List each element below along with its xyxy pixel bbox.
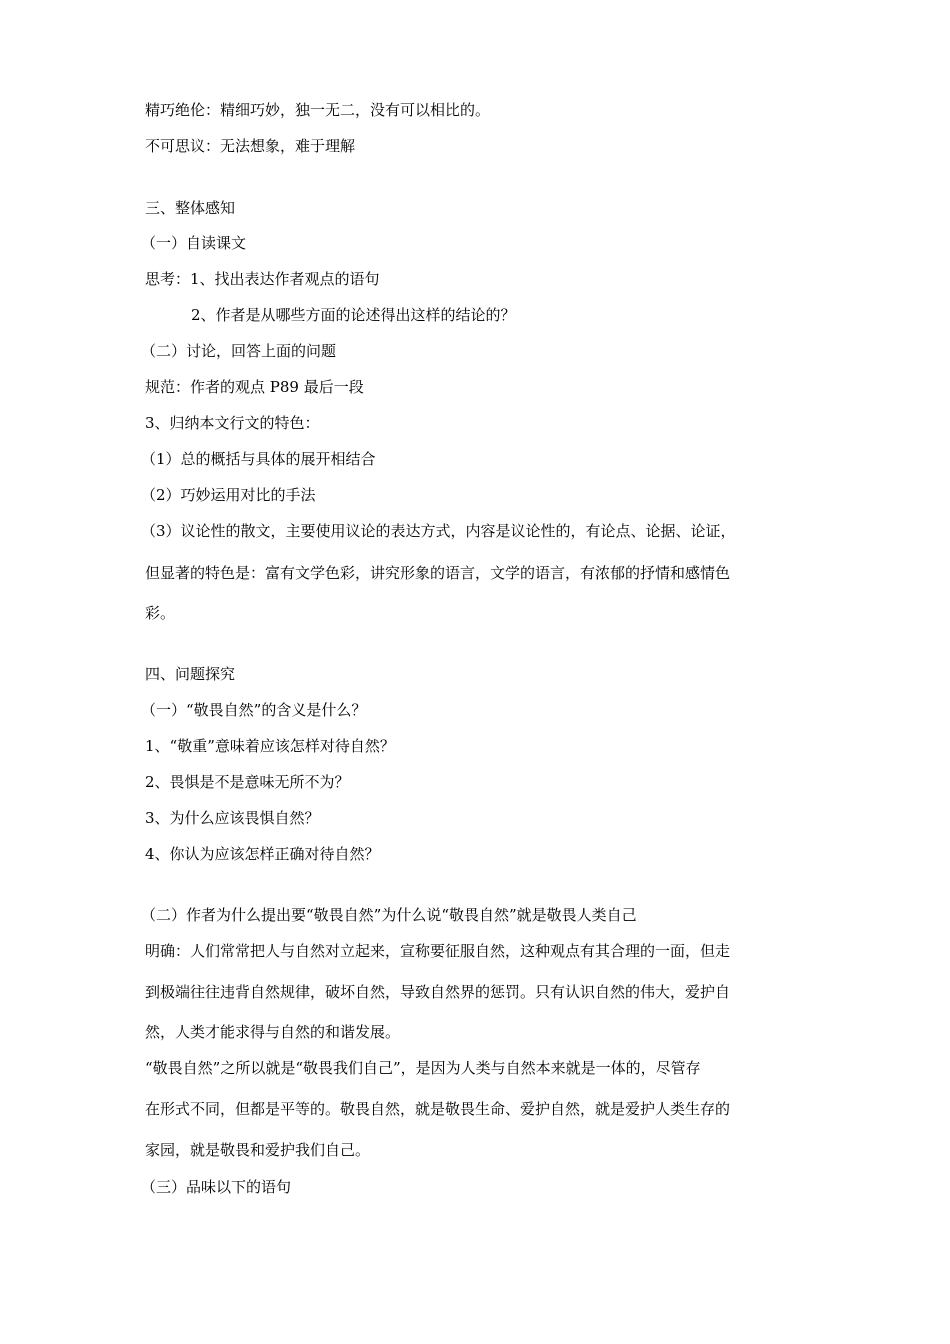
- subheading: （三）品味以下的语句: [141, 1178, 292, 1196]
- paragraph-line: 然，人类才能求得与自然的和谐发展。: [145, 1023, 401, 1041]
- list-item: （1）总的概括与具体的展开相结合: [141, 450, 376, 468]
- paragraph-line: 到极端往往违背自然规律，破坏自然，导致自然界的惩罚。只有认识自然的伟大，爱护自: [145, 983, 731, 1001]
- subheading: （二）作者为什么提出要“敬畏自然”为什么说“敬畏自然”就是敬畏人类自己: [141, 906, 637, 924]
- paragraph-line: 明确：人们常常把人与自然对立起来，宣称要征服自然，这种观点有其合理的一面，但走: [145, 942, 731, 960]
- paragraph-line: 规范：作者的观点 P89 最后一段: [145, 378, 364, 396]
- paragraph-line: “敬畏自然”之所以就是“敬畏我们自己”，是因为人类与自然本来就是一体的，尽管存: [145, 1059, 701, 1077]
- vocab-line: 精巧绝伦：精细巧妙，独一无二，没有可以相比的。: [145, 101, 491, 119]
- list-item: （2）巧妙运用对比的手法: [141, 486, 316, 504]
- question-line: 2、作者是从哪些方面的论述得出这样的结论的？: [191, 306, 516, 324]
- section-heading: 三、整体感知: [145, 199, 236, 217]
- subheading: （二）讨论，回答上面的问题: [141, 342, 337, 360]
- paragraph-line: 彩。: [145, 604, 176, 622]
- question-line: 思考：1、找出表达作者观点的语句: [145, 270, 380, 288]
- question-line: 3、为什么应该畏惧自然？: [145, 809, 320, 827]
- paragraph-line: 家园，就是敬畏和爱护我们自己。: [145, 1141, 371, 1159]
- subheading: （一）“敬畏自然”的含义是什么？: [141, 701, 367, 719]
- paragraph-line: 但显著的特色是：富有文学色彩，讲究形象的语言，文学的语言，有浓郁的抒情和感情色: [145, 564, 731, 582]
- question-line: 4、你认为应该怎样正确对待自然？: [145, 845, 380, 863]
- vocab-line: 不可思议：无法想象，难于理解: [145, 137, 356, 155]
- list-item: （3）议论性的散文，主要使用议论的表达方式，内容是议论性的，有论点、论据、论证，: [141, 522, 736, 540]
- subheading: （一）自读课文: [141, 234, 247, 252]
- question-line: 2、畏惧是不是意味无所不为？: [145, 773, 350, 791]
- section-heading: 四、问题探究: [145, 665, 236, 683]
- paragraph-line: 在形式不同，但都是平等的。敬畏自然，就是敬畏生命、爱护自然，就是爱护人类生存的: [145, 1100, 731, 1118]
- paragraph-line: 3、归纳本文行文的特色：: [145, 414, 320, 432]
- question-line: 1、“敬重”意味着应该怎样对待自然？: [145, 737, 395, 755]
